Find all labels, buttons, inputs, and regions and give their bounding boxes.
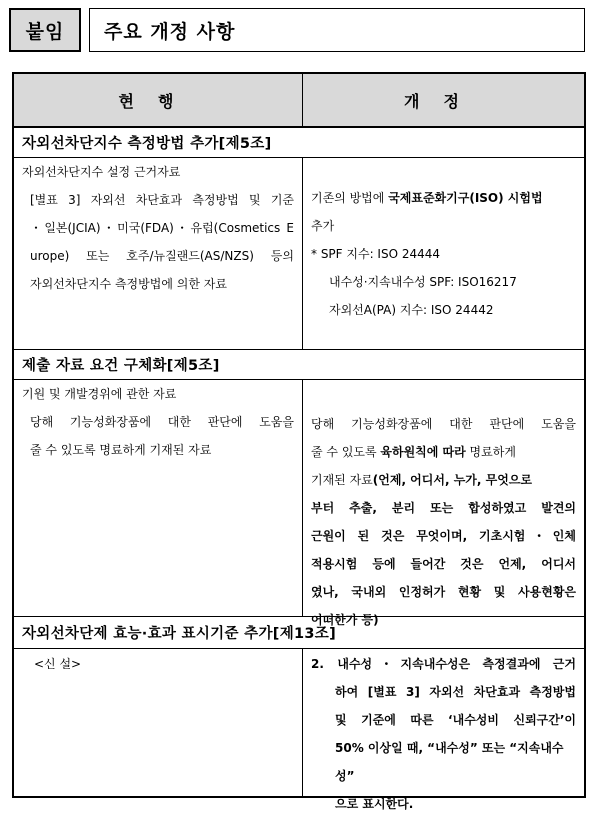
- current-line: 줄 수 있도록 명료하게 기재된 자료: [30, 443, 212, 457]
- revision-table: [12, 72, 586, 811]
- revised-content-1: [303, 184, 584, 324]
- revised-line: 근원이 된 것은 무엇이며, 기초시험・인체: [311, 529, 576, 543]
- row-divider: [14, 648, 584, 649]
- revised-line: 2. 내수성・지속내수성은 측정결과에 근거: [311, 650, 576, 678]
- column-header-current: 현행: [14, 74, 302, 126]
- current-heading: 기원 및 개발경위에 관한 자료: [22, 387, 177, 401]
- current-line: 당해 기능성화장품에 대한 판단에 도움을: [30, 415, 294, 429]
- revised-line: 어떠한가 등): [311, 613, 379, 627]
- revised-line: 적용시험 등에 들어간 것은 언제, 어디서: [311, 557, 576, 571]
- item-number: 2.: [311, 657, 324, 671]
- revised-line: 부터 추출, 분리 또는 합성하였고 발견의: [311, 501, 576, 515]
- revised-content-3: [303, 650, 584, 818]
- current-content-1: [14, 158, 302, 298]
- revised-line: 하여 [별표 3] 자외선 차단효과 측정방법: [335, 685, 576, 699]
- current-line: [별표 3] 자외선 차단효과 측정방법 및 기준: [30, 193, 294, 207]
- current-line: urope) 또는 호주/뉴질랜드(AS/NZS) 등의: [30, 249, 294, 263]
- current-line: ・일본(JCIA)・미국(FDA)・유럽(Cosmetics E: [30, 221, 294, 235]
- section-title: 자외선차단제 효능·효과 표시기준 추가[제13조]: [22, 626, 337, 642]
- current-content-2: [14, 380, 302, 464]
- revised-line: 자외선A(PA) 지수: ISO 24442: [329, 303, 494, 317]
- revised-line: 추가: [311, 219, 335, 233]
- section-title: 자외선차단지수 측정방법 추가[제5조]: [22, 135, 272, 152]
- revised-line: 으로 표시한다.: [335, 797, 414, 811]
- revised-line: 줄 수 있도록 육하원칙에 따라 명료하게: [311, 445, 516, 459]
- revised-line: 50% 이상일 때, “내수성” 또는 “지속내수성”: [335, 741, 564, 783]
- current-heading: 자외선차단지수 설정 근거자료: [22, 165, 181, 179]
- revised-line: 기재된 자료(언제, 어디서, 누가, 무엇으로: [311, 473, 532, 487]
- page-title: 주요 개정 사항: [89, 8, 585, 52]
- current-content-3: [14, 650, 302, 678]
- revised-line: 및 기준에 따른 ‘내수성비 신뢰구간’이: [335, 713, 576, 727]
- new-provision-label: <신 설>: [34, 657, 82, 671]
- revised-line: 당해 기능성화장품에 대한 판단에 도움을: [311, 417, 576, 431]
- section-title: 제출 자료 요건 구체화[제5조]: [22, 358, 220, 374]
- revised-line: 기존의 방법에 국제표준화기구(ISO) 시험법: [311, 191, 543, 205]
- revised-line: 내수성·지속내수성 SPF: ISO16217: [329, 275, 517, 289]
- column-header-revised: 개정: [303, 74, 584, 126]
- column-divider: [302, 74, 303, 126]
- revised-line: * SPF 지수: ISO 24444: [311, 247, 441, 261]
- attachment-badge: 붙임: [9, 8, 81, 52]
- revised-line: 였나, 국내외 인정허가 현황 및 사용현황은: [311, 585, 576, 599]
- current-line: 자외선차단지수 측정방법에 의한 자료: [30, 277, 227, 291]
- revised-content-2: [303, 410, 584, 634]
